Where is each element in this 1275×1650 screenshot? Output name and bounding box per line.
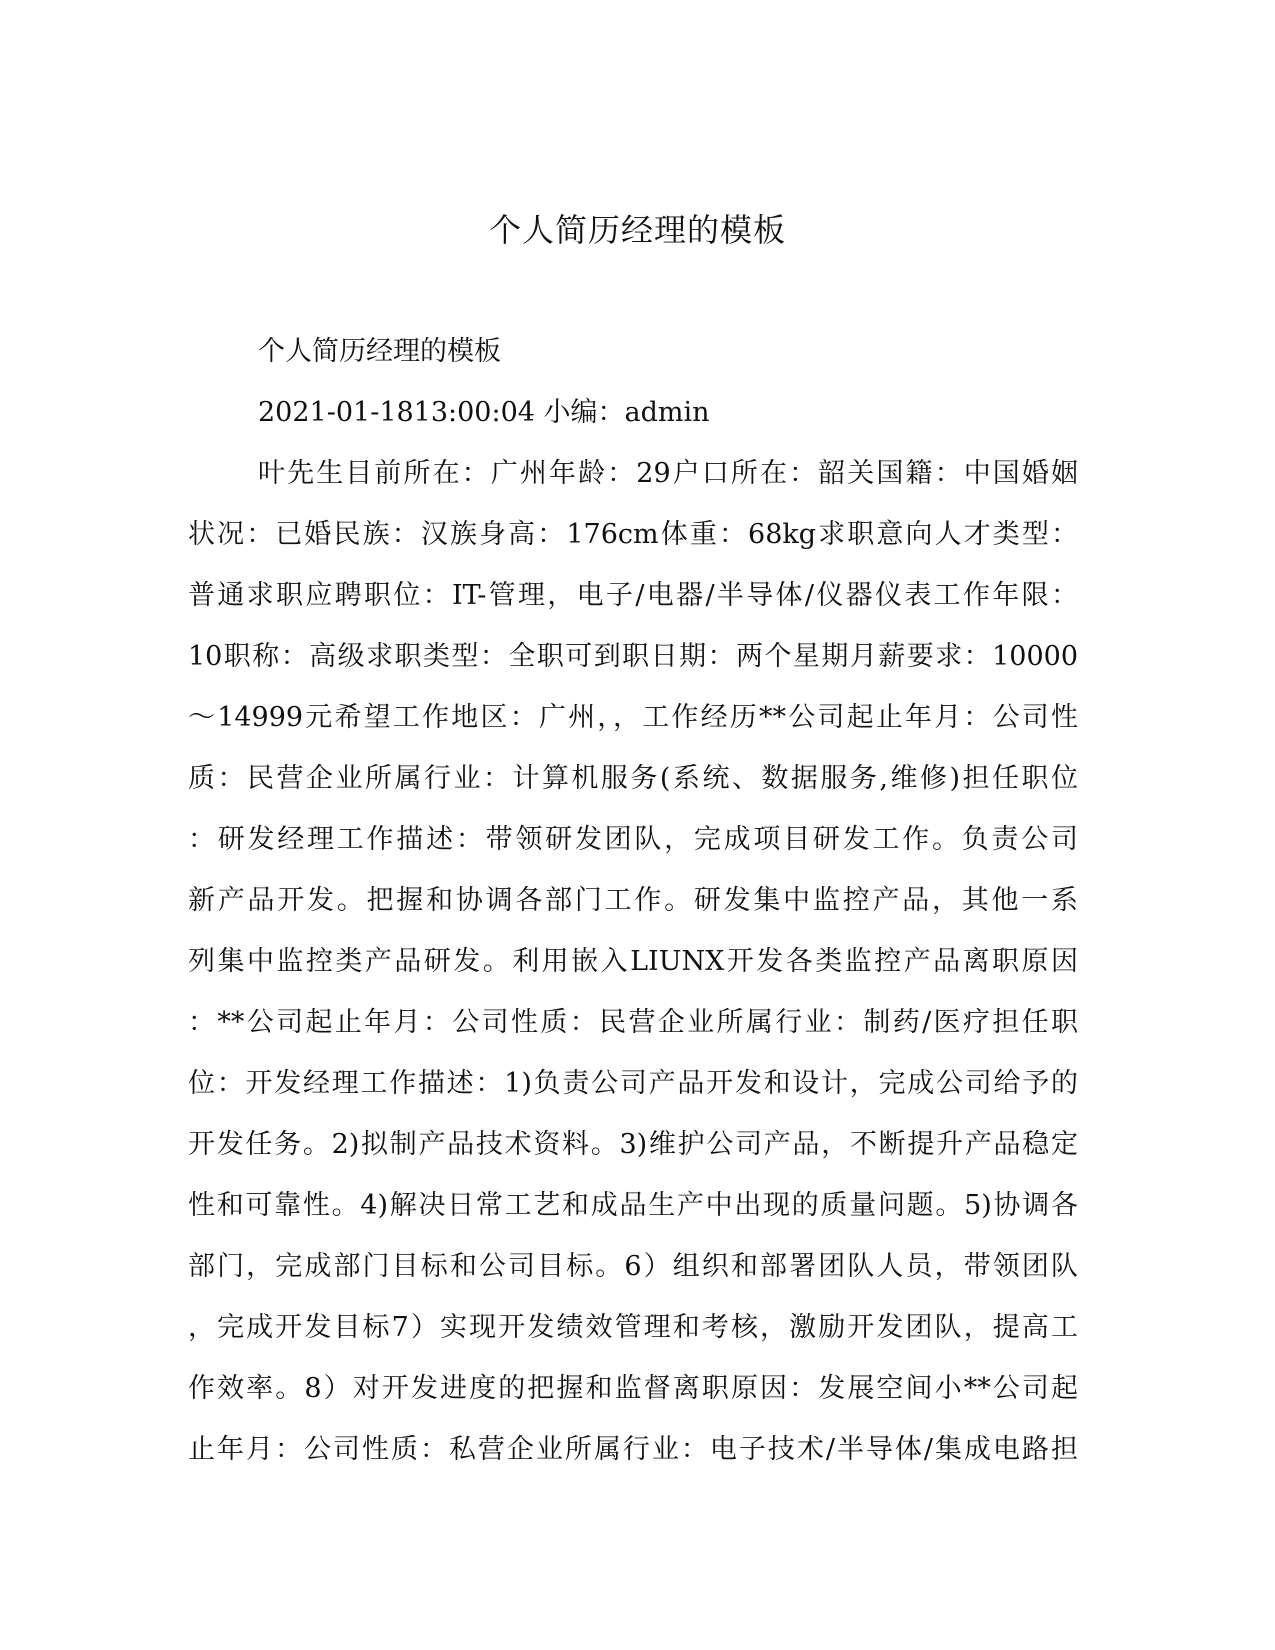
paragraph-line: 叶先生目前所在：广州年龄：29户口所在：韶关国籍：中国婚姻 [258, 458, 1078, 489]
paragraph-line: 质：民营企业所属行业：计算机服务(系统、数据服务,维修)担任职位 [188, 763, 1078, 794]
paragraph-line: 新产品开发。把握和协调各部门工作。研发集中监控产品，其他一系 [188, 885, 1078, 916]
paragraph-line: 作效率。8）对开发进度的把握和监督离职原因：发展空间小**公司起 [188, 1373, 1078, 1404]
document-title: 个人简历经理的模板 [488, 211, 786, 249]
paragraph-line: 性和可靠性。4)解决日常工艺和成品生产中出现的质量问题。5)协调各 [188, 1190, 1078, 1221]
article-subtitle: 个人简历经理的模板 [258, 336, 501, 367]
paragraph-line: 部门，完成部门目标和公司目标。6）组织和部署团队人员，带领团队 [188, 1251, 1078, 1282]
paragraph-line: ～14999元希望工作地区：广州，，工作经历**公司起止年月：公司性 [188, 702, 1078, 733]
document-body [188, 330, 1078, 1489]
paragraph-line: 状况：已婚民族：汉族身高：176cm体重：68kg求职意向人才类型： [188, 519, 1078, 550]
paragraph-line: ：**公司起止年月：公司性质：民营企业所属行业：制药/医疗担任职 [188, 1007, 1078, 1038]
paragraph-line: ，完成开发目标7）实现开发绩效管理和考核，激励开发团队，提高工 [188, 1312, 1078, 1343]
paragraph-line: 开发任务。2)拟制产品技术资料。3)维护公司产品，不断提升产品稳定 [188, 1129, 1078, 1160]
article-meta: 2021-01-1813:00:04 小编：admin [258, 397, 710, 428]
paragraph-line: ：研发经理工作描述：带领研发团队，完成项目研发工作。负责公司 [188, 824, 1078, 855]
paragraph-line: 止年月：公司性质：私营企业所属行业：电子技术/半导体/集成电路担 [188, 1434, 1078, 1465]
paragraph-line: 10职称：高级求职类型：全职可到职日期：两个星期月薪要求：10000 [188, 641, 1078, 672]
paragraph-line: 普通求职应聘职位：IT-管理，电子/电器/半导体/仪器仪表工作年限： [188, 580, 1078, 611]
paragraph-line: 位：开发经理工作描述：1)负责公司产品开发和设计，完成公司给予的 [188, 1068, 1078, 1099]
paragraph-line: 列集中监控类产品研发。利用嵌入LIUNX开发各类监控产品离职原因 [188, 946, 1078, 977]
